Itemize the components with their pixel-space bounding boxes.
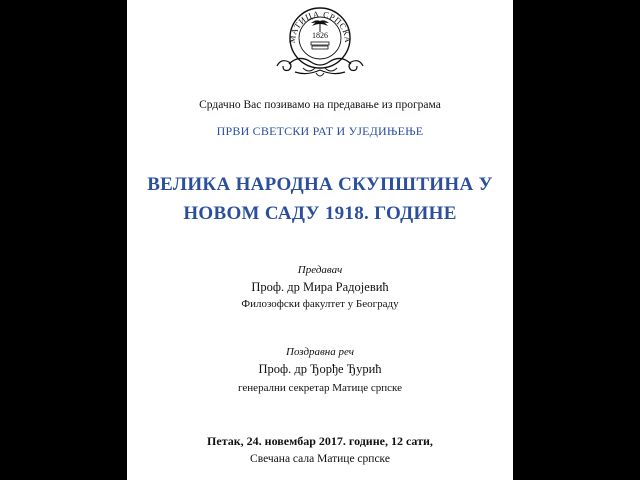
program-name: ПРВИ СВЕТСКИ РАТ И УЈЕДИЊЕЊЕ <box>216 124 424 138</box>
matica-srpska-logo <box>269 2 371 82</box>
logo-year: 1826 <box>312 31 328 40</box>
greeting-speaker-name: Проф. др Ђорђе Ђурић <box>258 362 382 376</box>
lecturer-name: Проф. др Мира Радојевић <box>251 280 389 294</box>
logo-emblem-icon <box>269 2 371 82</box>
invitation-intro: Срдачно Вас позивамо на предавање из програма <box>199 99 441 111</box>
event-datetime: Петак, 24. новембар 2017. године, 12 сати, <box>207 434 433 448</box>
greeting-role: Поздравна реч <box>286 346 354 358</box>
logo-text: МАТИЦА СРПСКА <box>286 8 354 44</box>
invitation-page <box>127 0 513 480</box>
greeting-speaker-affiliation: генерални секретар Матице српске <box>238 382 402 394</box>
event-venue: Свечана сала Матице српске <box>250 453 390 465</box>
lecturer-role: Предавач <box>297 264 343 276</box>
lecture-title-line2: НОВОМ САДУ 1918. ГОДИНЕ <box>183 203 457 224</box>
lecturer-affiliation: Филозофски факултет у Београду <box>241 298 399 310</box>
lecture-title-line1: ВЕЛИКА НАРОДНА СКУПШТИНА У <box>147 174 493 195</box>
